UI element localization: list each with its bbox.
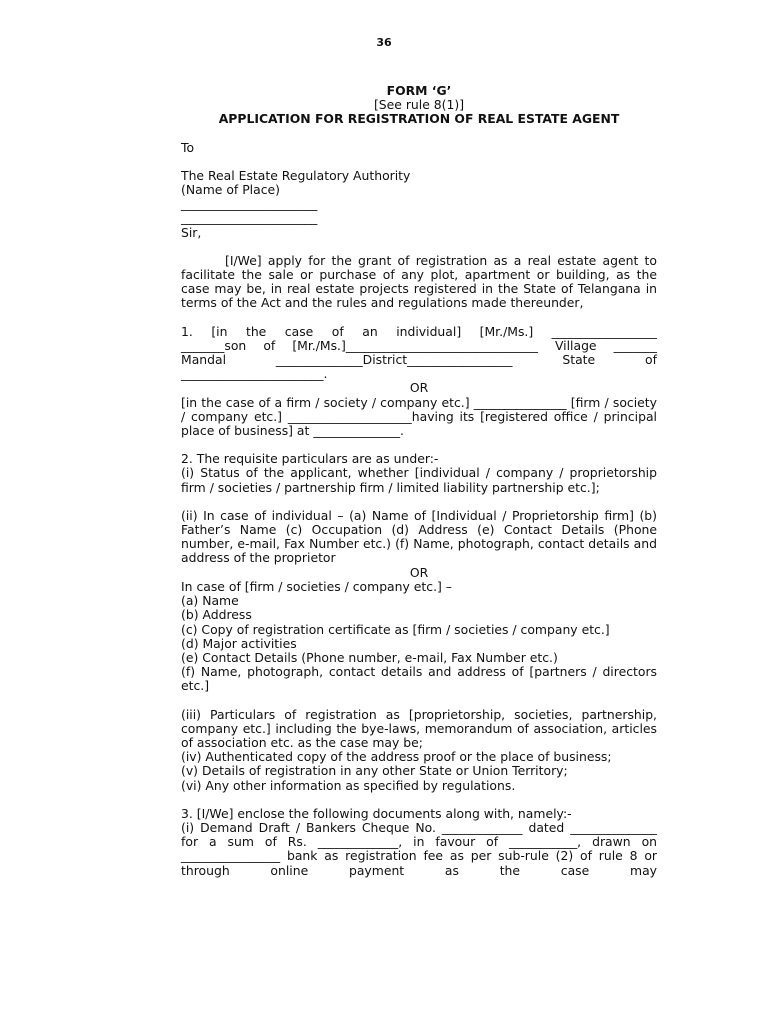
address-to: To <box>181 139 195 155</box>
place-name: (Name of Place) <box>181 182 280 198</box>
firm-list-item: (f) Name, photograph, contact details and address of [partners / directors etc.] <box>181 664 657 694</box>
section2-item-v: (v) Details of registration in any other State or Union Territory; <box>181 763 568 779</box>
form-title: FORM ‘G’ <box>386 83 452 98</box>
page-number: 36 <box>376 36 392 49</box>
section1-line: _______________________. <box>181 366 328 382</box>
section3-item-i: (i) Demand Draft / Bankers Cheque No. _____________ dated ______________ for a sum of Rs. _____________, in favour of ___________, drawn on ________________ bank as registration fee as per sub-rule (2) of rule 8 or through online payment as the case may <box>181 819 657 878</box>
salutation: Sir, <box>181 224 202 240</box>
or-separator: OR <box>409 380 429 396</box>
rule-reference: [See rule 8(1)] <box>373 97 465 113</box>
section1-line: 1. [in the case of an individual] [Mr./Ms.] _________________ <box>181 323 657 339</box>
section3-intro: 3. [I/We] enclose the following documents along with, namely:- <box>181 805 572 821</box>
firm-list-item: (d) Major activities <box>181 635 297 651</box>
intro-paragraph: [I/We] apply for the grant of registration as a real estate agent to facilitate the sale or purchase of any plot, apartment or building, as the case may be, in real estate projects registered in the State of Telangana in terms of the Act and the rules and regulations made thereunder, <box>181 252 657 311</box>
section1-firm-paragraph: [in the case of a firm / society / company etc.] _______________ [firm / society / company etc.] ____________________having its [registered office / principal place of business] at ______________. <box>181 394 657 439</box>
section1-line: _______son of [Mr./Ms.]_______________________________ Village _______ <box>181 337 657 353</box>
section2-item-i: (i) Status of the applicant, whether [individual / company / proprietorship firm / societies / partnership firm / limited liability partnership etc.]; <box>181 465 657 495</box>
section2-item-ii: (ii) In case of individual – (a) Name of [Individual / Proprietorship firm] (b) Father’s Name (c) Occupation (d) Address (e) Contact Details (Phone number, e-mail, Fax Number etc.) (f) Name, photograph, contact details and address of the proprietor <box>181 507 657 566</box>
firm-list-item: (e) Contact Details (Phone number, e-mail, Fax Number etc.) <box>181 649 558 665</box>
firm-list-item: (b) Address <box>181 607 252 623</box>
section1-line: Mandal ______________District_________________ State of <box>181 352 657 368</box>
or-separator: OR <box>409 564 429 580</box>
section2-item-iii: (iii) Particulars of registration as [proprietorship, societies, partnership, company etc.] including the bye-laws, memorandum of association, articles of association etc. as the case may be; <box>181 706 657 750</box>
address-blank-line: ______________________ <box>181 196 318 212</box>
authority-name: The Real Estate Regulatory Authority <box>181 167 411 183</box>
section2-item-vi: (vi) Any other information as specified by regulations. <box>181 777 516 793</box>
form-content <box>181 84 657 878</box>
form-heading: APPLICATION FOR REGISTRATION OF REAL ESTATE AGENT <box>218 111 620 127</box>
firm-list-item: (c) Copy of registration certificate as [firm / societies / company etc.] <box>181 621 610 637</box>
section2-intro: 2. The requisite particulars are as under:- <box>181 451 439 467</box>
firm-list-item: (a) Name <box>181 593 239 609</box>
section2-firm-intro: In case of [firm / societies / company etc.] – <box>181 578 452 594</box>
section2-item-iv: (iv) Authenticated copy of the address proof or the place of business; <box>181 749 612 765</box>
address-blank-line: ______________________ <box>181 210 318 226</box>
